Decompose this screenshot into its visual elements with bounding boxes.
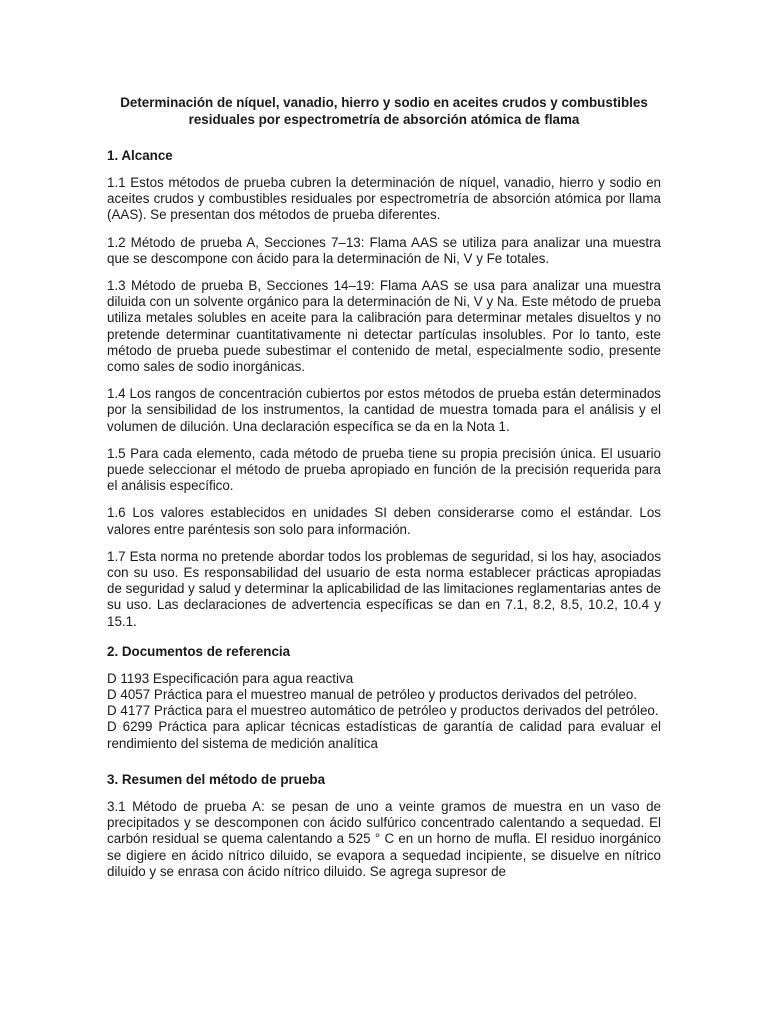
paragraph-1-7: 1.7 Esta norma no pretende abordar todos los problemas de seguridad, si los hay, asociados con su uso. Es responsabilidad del usuario de esta norma establecer prácticas apropiadas de seguridad y salud y determinar la aplicabilidad de las limitaciones reglamentarias antes de su uso. Las declaraciones de advertencia específicas se dan en 7.1, 8.2, 8.5, 10.2, 10.4 y 15.1. — [107, 548, 661, 629]
paragraph-1-2: 1.2 Método de prueba A, Secciones 7–13: Flama AAS se utiliza para analizar una muestra que se descompone con ácido para la determinación de Ni, V y Fe totales. — [107, 234, 661, 266]
reference-item: D 4177 Práctica para el muestreo automático de petróleo y productos derivados del petróleo. — [107, 703, 659, 719]
paragraph-1-5: 1.5 Para cada elemento, cada método de prueba tiene su propia precisión única. El usuario puede seleccionar el método de prueba apropiado en función de la precisión requerida para el análisis específico. — [107, 445, 661, 494]
reference-list — [107, 671, 661, 752]
reference-item: D 4057 Práctica para el muestreo manual de petróleo y productos derivados del petróleo. — [107, 687, 637, 703]
paragraph-1-1: 1.1 Estos métodos de prueba cubren la determinación de níquel, vanadio, hierro y sodio en aceites crudos y combustibles residuales por espectrometría de absorción atómica por llama (AAS). Se presentan dos métodos de prueba diferentes. — [107, 175, 661, 223]
section-heading-alcance: 1. Alcance — [107, 148, 173, 163]
section-heading-resumen: 3. Resumen del método de prueba — [107, 771, 326, 787]
section-heading-documentos: 2. Documentos de referencia — [107, 643, 291, 659]
paragraph-1-4: 1.4 Los rangos de concentración cubiertos por estos métodos de prueba están determinados por la sensibilidad de los instrumentos, la cantidad de muestra tomada para el análisis y el volumen de dilución. Una declaración específica se da en la Nota 1. — [107, 386, 661, 434]
reference-item: D 1193 Especificación para agua reactiva — [107, 670, 354, 686]
paragraph-3-1: 3.1 Método de prueba A: se pesan de uno a veinte gramos de muestra en un vaso de precipitados y se descomponen con ácido sulfúrico concentrado calentando a sequedad. El carbón residual se quema calentando a 525 ° C en un horno de mufla. El residuo inorgánico se digiere en ácido nítrico diluido, se evapora a sequedad incipiente, se disuelve en nítrico diluido y se enrasa con ácido nítrico diluido. Se agrega supresor de — [107, 798, 661, 879]
paragraph-1-3: 1.3 Método de prueba B, Secciones 14–19: Flama AAS se usa para analizar una muestra diluida con un solvente orgánico para la determinación de Ni, V y Na. Este método de prueba utiliza metales solubles en aceite para la calibración para determinar metales disueltos y no pretende determinar cuantitativamente ni detectar partículas insolubles. Por lo tanto, este método de prueba puede subestimar el contenido de metal, especialmente sodio, presente como sales de sodio inorgánicas. — [107, 278, 661, 375]
document-title: Determinación de níquel, vanadio, hierro y sodio en aceites crudos y combustibles residuales por espectrometría de absorción atómica de flama — [120, 95, 648, 127]
reference-item: D 6299 Práctica para aplicar técnicas estadísticas de garantía de calidad para evaluar el rendimiento del sistema de medición analítica — [107, 719, 661, 751]
paragraph-1-6: 1.6 Los valores establecidos en unidades SI deben considerarse como el estándar. Los valores entre paréntesis son solo para información. — [107, 505, 661, 537]
document-page — [107, 94, 661, 891]
